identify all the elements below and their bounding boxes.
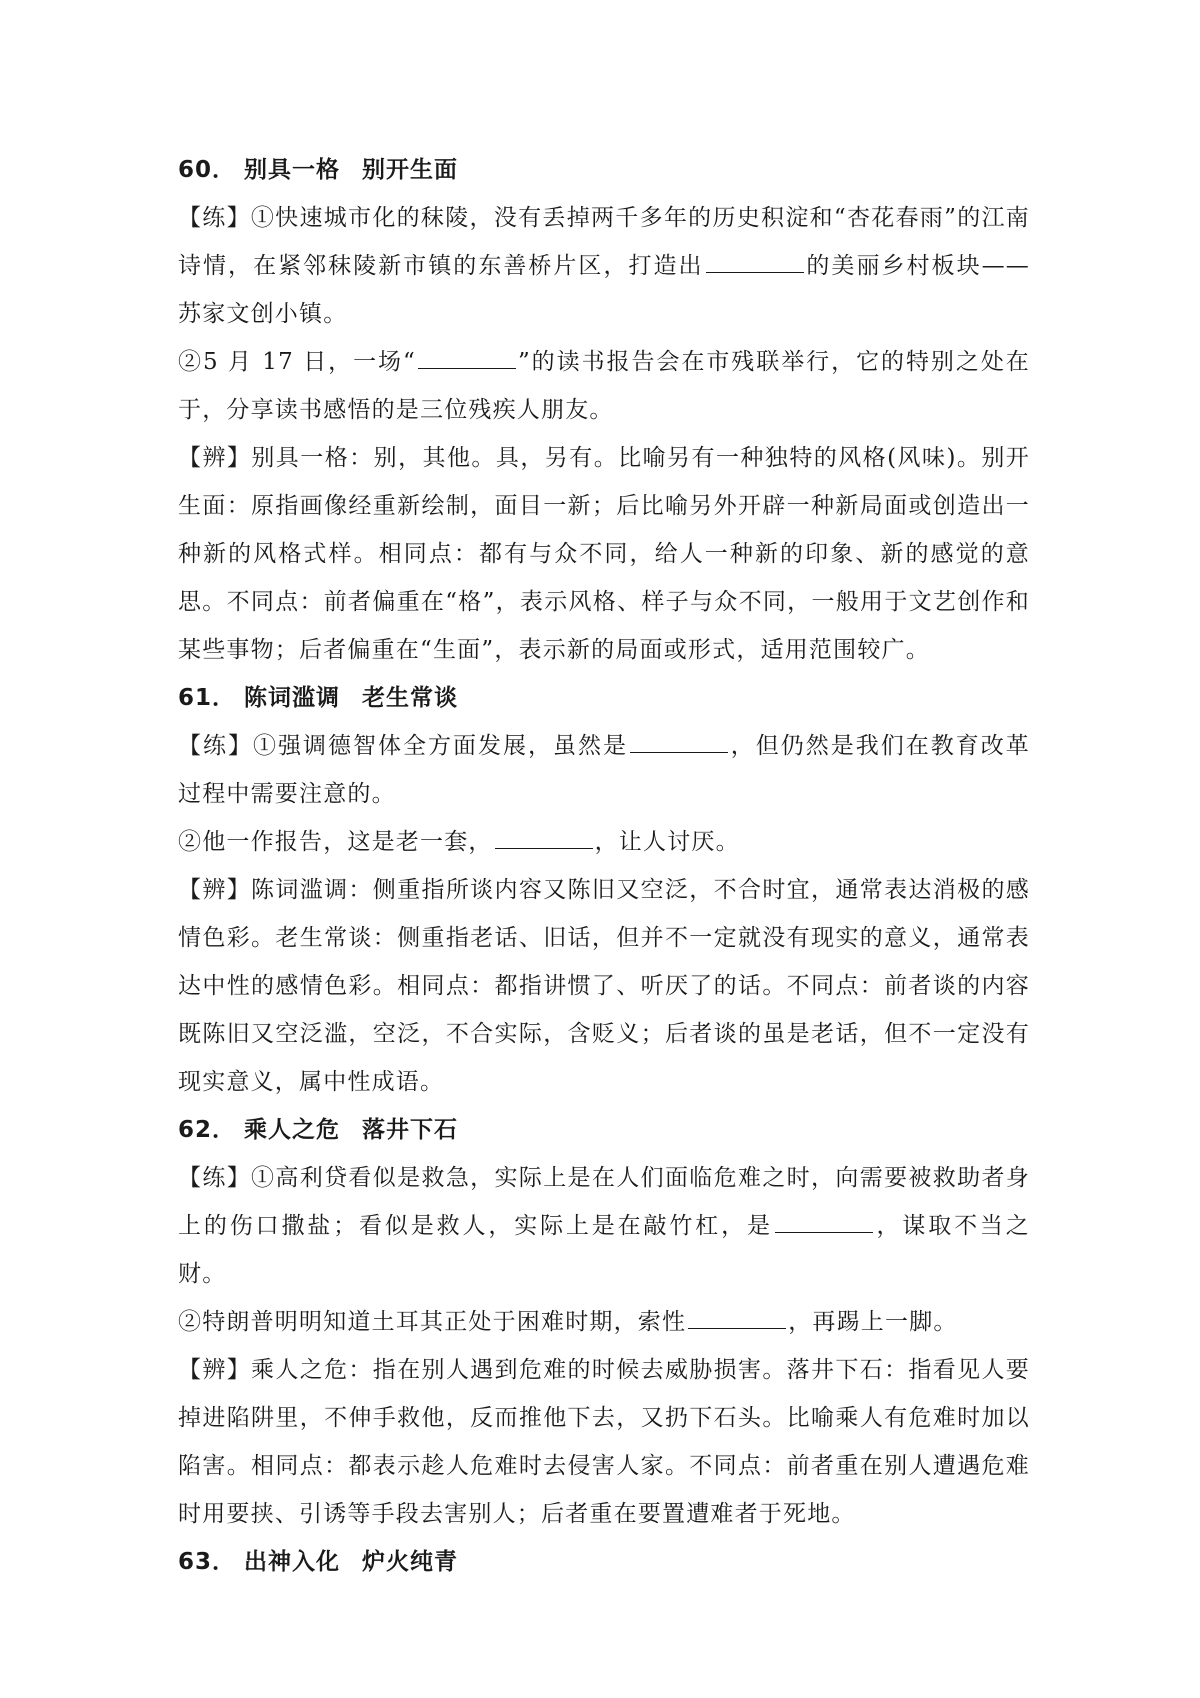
fill-blank [630, 734, 728, 753]
idiom-1: 出神入化 [244, 1549, 341, 1575]
fill-blank [418, 350, 516, 369]
analysis: 【辨】别具一格：别，其他。具，另有。比喻另有一种独特的风格(风味)。别开生面：原指画像经重新绘制，面目一新；后比喻另外开辟一种新局面或创造出一种新的风格式样。相同点：都有与众不同，给人一种新的印象、新的感觉的意思。不同点：前者偏重在“格”，表示风格、样子与众不同，一般用于文艺创作和某些事物；后者偏重在“生面”，表示新的局面或形式，适用范围较广。 [178, 445, 1030, 663]
entry-heading [178, 146, 1030, 194]
idiom-2: 落井下石 [362, 1117, 459, 1143]
entry-number: 60． [178, 157, 237, 183]
idiom-1: 乘人之危 [244, 1117, 341, 1143]
practice-2-text-a: ②5 月 17 日，一场“ [178, 349, 416, 375]
idiom-1: 陈词滥调 [244, 685, 341, 711]
fill-blank [688, 1310, 786, 1329]
entry-number: 62． [178, 1117, 237, 1143]
idiom-1: 别具一格 [244, 157, 341, 183]
practice-2-text-b: ，再踢上一脚。 [788, 1309, 958, 1335]
idiom-2: 别开生面 [362, 157, 459, 183]
practice-2-text-a: ②特朗普明明知道土耳其正处于困难时期，索性 [178, 1309, 687, 1335]
practice-1-text-b: ，但仍然是我们在教育改革过程中需要注意的。 [178, 733, 1030, 807]
practice-1-text-a: 【练】①高利贷看似是救急，实际上是在人们面临危难之时，向需要被救助者身上的伤口撒盐；看似是救人，实际上是在敲竹杠，是 [178, 1165, 1030, 1239]
practice-2 [178, 818, 1030, 866]
practice-1-text-b: 的美丽乡村板块——苏家文创小镇。 [178, 253, 1030, 327]
idiom-2: 炉火纯青 [362, 1549, 459, 1575]
practice-2-text-b: ，让人讨厌。 [594, 829, 740, 855]
practice-1 [178, 194, 1030, 338]
practice-2 [178, 1298, 1030, 1346]
fill-blank [706, 254, 804, 273]
analysis: 【辨】陈词滥调：侧重指所谈内容又陈旧又空泛，不合时宜，通常表达消极的感情色彩。老生常谈：侧重指老话、旧话，但并不一定就没有现实的意义，通常表达中性的感情色彩。相同点：都指讲惯了、听厌了的话。不同点：前者谈的内容既陈旧又空泛滥，空泛，不合实际，含贬义；后者谈的虽是老话，但不一定没有现实意义，属中性成语。 [178, 877, 1030, 1095]
entry-number: 61． [178, 685, 237, 711]
practice-1-text-a: 【练】①快速城市化的秣陵，没有丢掉两千多年的历史积淀和“杏花春雨”的江南诗情，在紧邻秣陵新市镇的东善桥片区，打造出 [178, 205, 1030, 279]
entry-number: 63． [178, 1549, 237, 1575]
idiom-2: 老生常谈 [362, 685, 459, 711]
entry-60 [178, 146, 1030, 674]
practice-1 [178, 1154, 1030, 1298]
fill-blank [775, 1214, 873, 1233]
practice-2 [178, 338, 1030, 434]
entry-heading [178, 674, 1030, 722]
practice-2-text-b: ”的读书报告会在市残联举行，它的特别之处在于，分享读书感悟的是三位残疾人朋友。 [178, 349, 1030, 423]
entry-61 [178, 674, 1030, 1106]
practice-2-text-a: ②他一作报告，这是老一套， [178, 829, 493, 855]
practice-1 [178, 722, 1030, 818]
document-page [178, 146, 1030, 1586]
entry-heading [178, 1106, 1030, 1154]
entry-heading-63 [178, 1538, 1030, 1586]
analysis: 【辨】乘人之危：指在别人遇到危难的时候去威胁损害。落井下石：指看见人要掉进陷阱里，不伸手救他，反而推他下去，又扔下石头。比喻乘人有危难时加以陷害。相同点：都表示趁人危难时去侵害人家。不同点：前者重在别人遭遇危难时用要挟、引诱等手段去害别人；后者重在要置遭难者于死地。 [178, 1357, 1030, 1527]
fill-blank [495, 830, 593, 849]
practice-1-text-a: 【练】①强调德智体全方面发展，虽然是 [178, 733, 628, 759]
practice-1-text-b: ，谋取不当之财。 [178, 1213, 1030, 1287]
entry-62 [178, 1106, 1030, 1538]
